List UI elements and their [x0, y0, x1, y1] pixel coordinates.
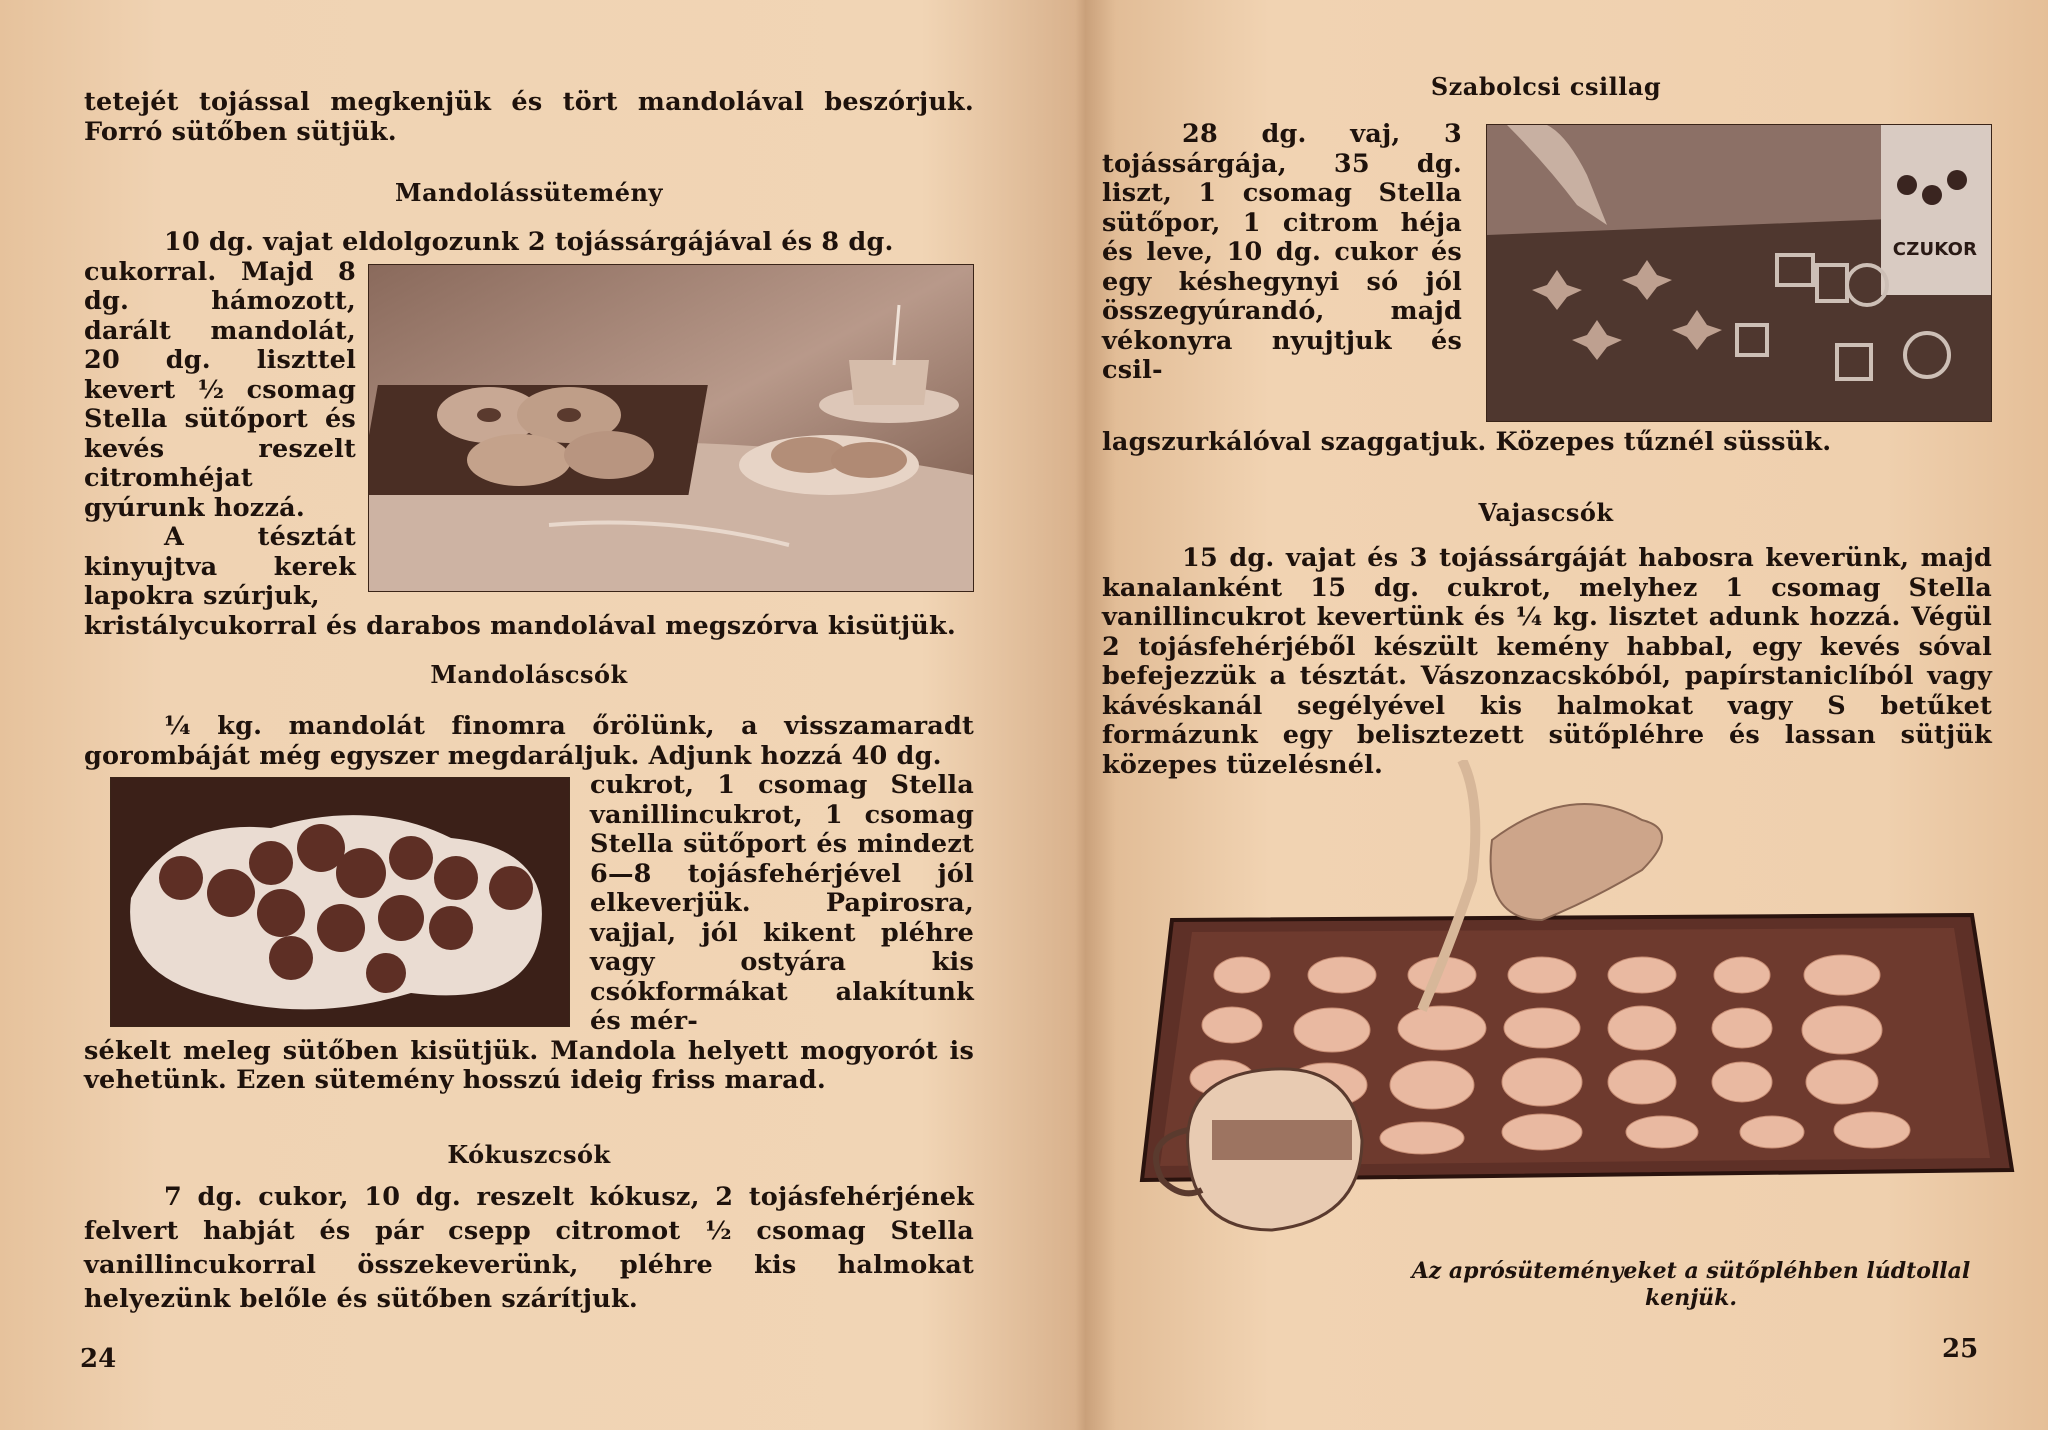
recipe-szabolcsi-csillag — [1102, 120, 1992, 458]
recipe-tail: sékelt meleg sütőben kisütjük. Mandola helyett mogyorót is vehetünk. Ezen sütemény hosszú ideig friss marad. — [84, 1035, 974, 1095]
recipe-kokuszcsok — [84, 1180, 974, 1316]
illustration-caption: Az aprósüteményeket a sütőpléhben lúdtollal kenjük. — [1411, 1258, 1971, 1311]
recipe-tail: kristálycukorral és darabos mandolával megszórva kisütjük. — [84, 610, 956, 641]
recipe-lead: ¼ kg. mandolát finomra őrölünk, a visszamaradt gorombáját még egyszer megdaráljuk. Adjunk hozzá 40 dg. — [84, 711, 974, 771]
recipe-title-vajascsok: Vajascsók — [1478, 498, 1614, 527]
recipe-title-mandolascsok: Mandoláscsók — [430, 660, 628, 689]
recipe-body: cukorral. Majd 8 dg. hámozott, darált mandolát, 20 dg. liszttel kevert ½ csomag Stella sütőport és kevés reszelt citromhéjat gyúrunk hozzá. — [84, 256, 356, 523]
photo-almond-kisses — [110, 777, 570, 1027]
recipe-mandolassutemeny — [84, 228, 974, 641]
recipe-title-mandolassutemeny: Mandolássütemény — [395, 178, 663, 207]
right-page — [1066, 0, 2048, 1430]
photo-almond-cakes — [368, 264, 974, 592]
page-number-right: 25 — [1942, 1334, 1979, 1364]
recipe-title-kokuszcsok: Kókuszcsók — [447, 1140, 611, 1169]
recipe-title-szabolcsi-csillag: Szabolcsi csillag — [1430, 72, 1662, 101]
photo-star-cookie-cutters — [1486, 124, 1992, 422]
recipe-body: 28 dg. vaj, 3 tojássárgája, 35 dg. liszt, 1 csomag Stella sütőpor, 1 citrom héja és leve, 10 dg. cukor és egy késhegynyi só jól összegyúrandó, majd vékonyra nyujtjuk és csil- — [1102, 119, 1462, 385]
intro-paragraph — [84, 88, 974, 147]
recipe-body: 15 dg. vajat és 3 tojássárgáját habosra keverünk, majd kanalanként 15 dg. cukrot, melyhez 1 csomag Stella vanillincukrot kevertünk és ¼ kg. lisztet adunk hozzá. Végül 2 tojásfehérjéből készült kemény habbal, egy kevés sóval befejezzük a tésztát. Vászonzacskóból, papírstaniclíból vagy kávéskanál segélyével kis halmokat vagy S betűket formázunk egy belisztezett sütőpléhre és lassan sütjük közepes tüzelésnél. — [1102, 543, 1992, 780]
recipe-body: 7 dg. cukor, 10 dg. reszelt kókusz, 2 tojásfehérjének felvert habját és pár csepp citromot ½ csomag Stella vanillincukorral összekeverünk, pléhre kis halmokat helyezünk belőle és sütőben szárítjuk. — [84, 1182, 974, 1314]
cukor-box-label: CZUKOR — [1892, 239, 1978, 260]
recipe-tail: lagszurkálóval szaggatjuk. Közepes tűznél süssük. — [1102, 427, 1832, 457]
page-number-left: 24 — [80, 1344, 117, 1374]
recipe-body: cukrot, 1 csomag Stella vanillincukrot, 1 csomag Stella sütőport és mindezt 6—8 tojásfehérjével jól elkeverjük. Papirosra, vajjal, jól kikent pléhre vagy ostyára kis csókformákat alakítunk és mér- — [590, 770, 974, 1036]
recipe-vajascsok — [1102, 544, 1992, 780]
intro-text: tetejét tojással megkenjük és tört mandolával beszórjuk. Forró sütőben sütjük. — [84, 87, 974, 147]
recipe-body-2: A tésztát kinyujtva kerek lapokra szúrjuk, — [84, 522, 356, 611]
recipe-mandolascsok — [84, 712, 974, 1096]
recipe-lead: 10 dg. vajat eldolgozunk 2 tojássárgájával és 8 dg. — [164, 227, 894, 257]
illustration-baking-tray — [1122, 760, 2022, 1270]
